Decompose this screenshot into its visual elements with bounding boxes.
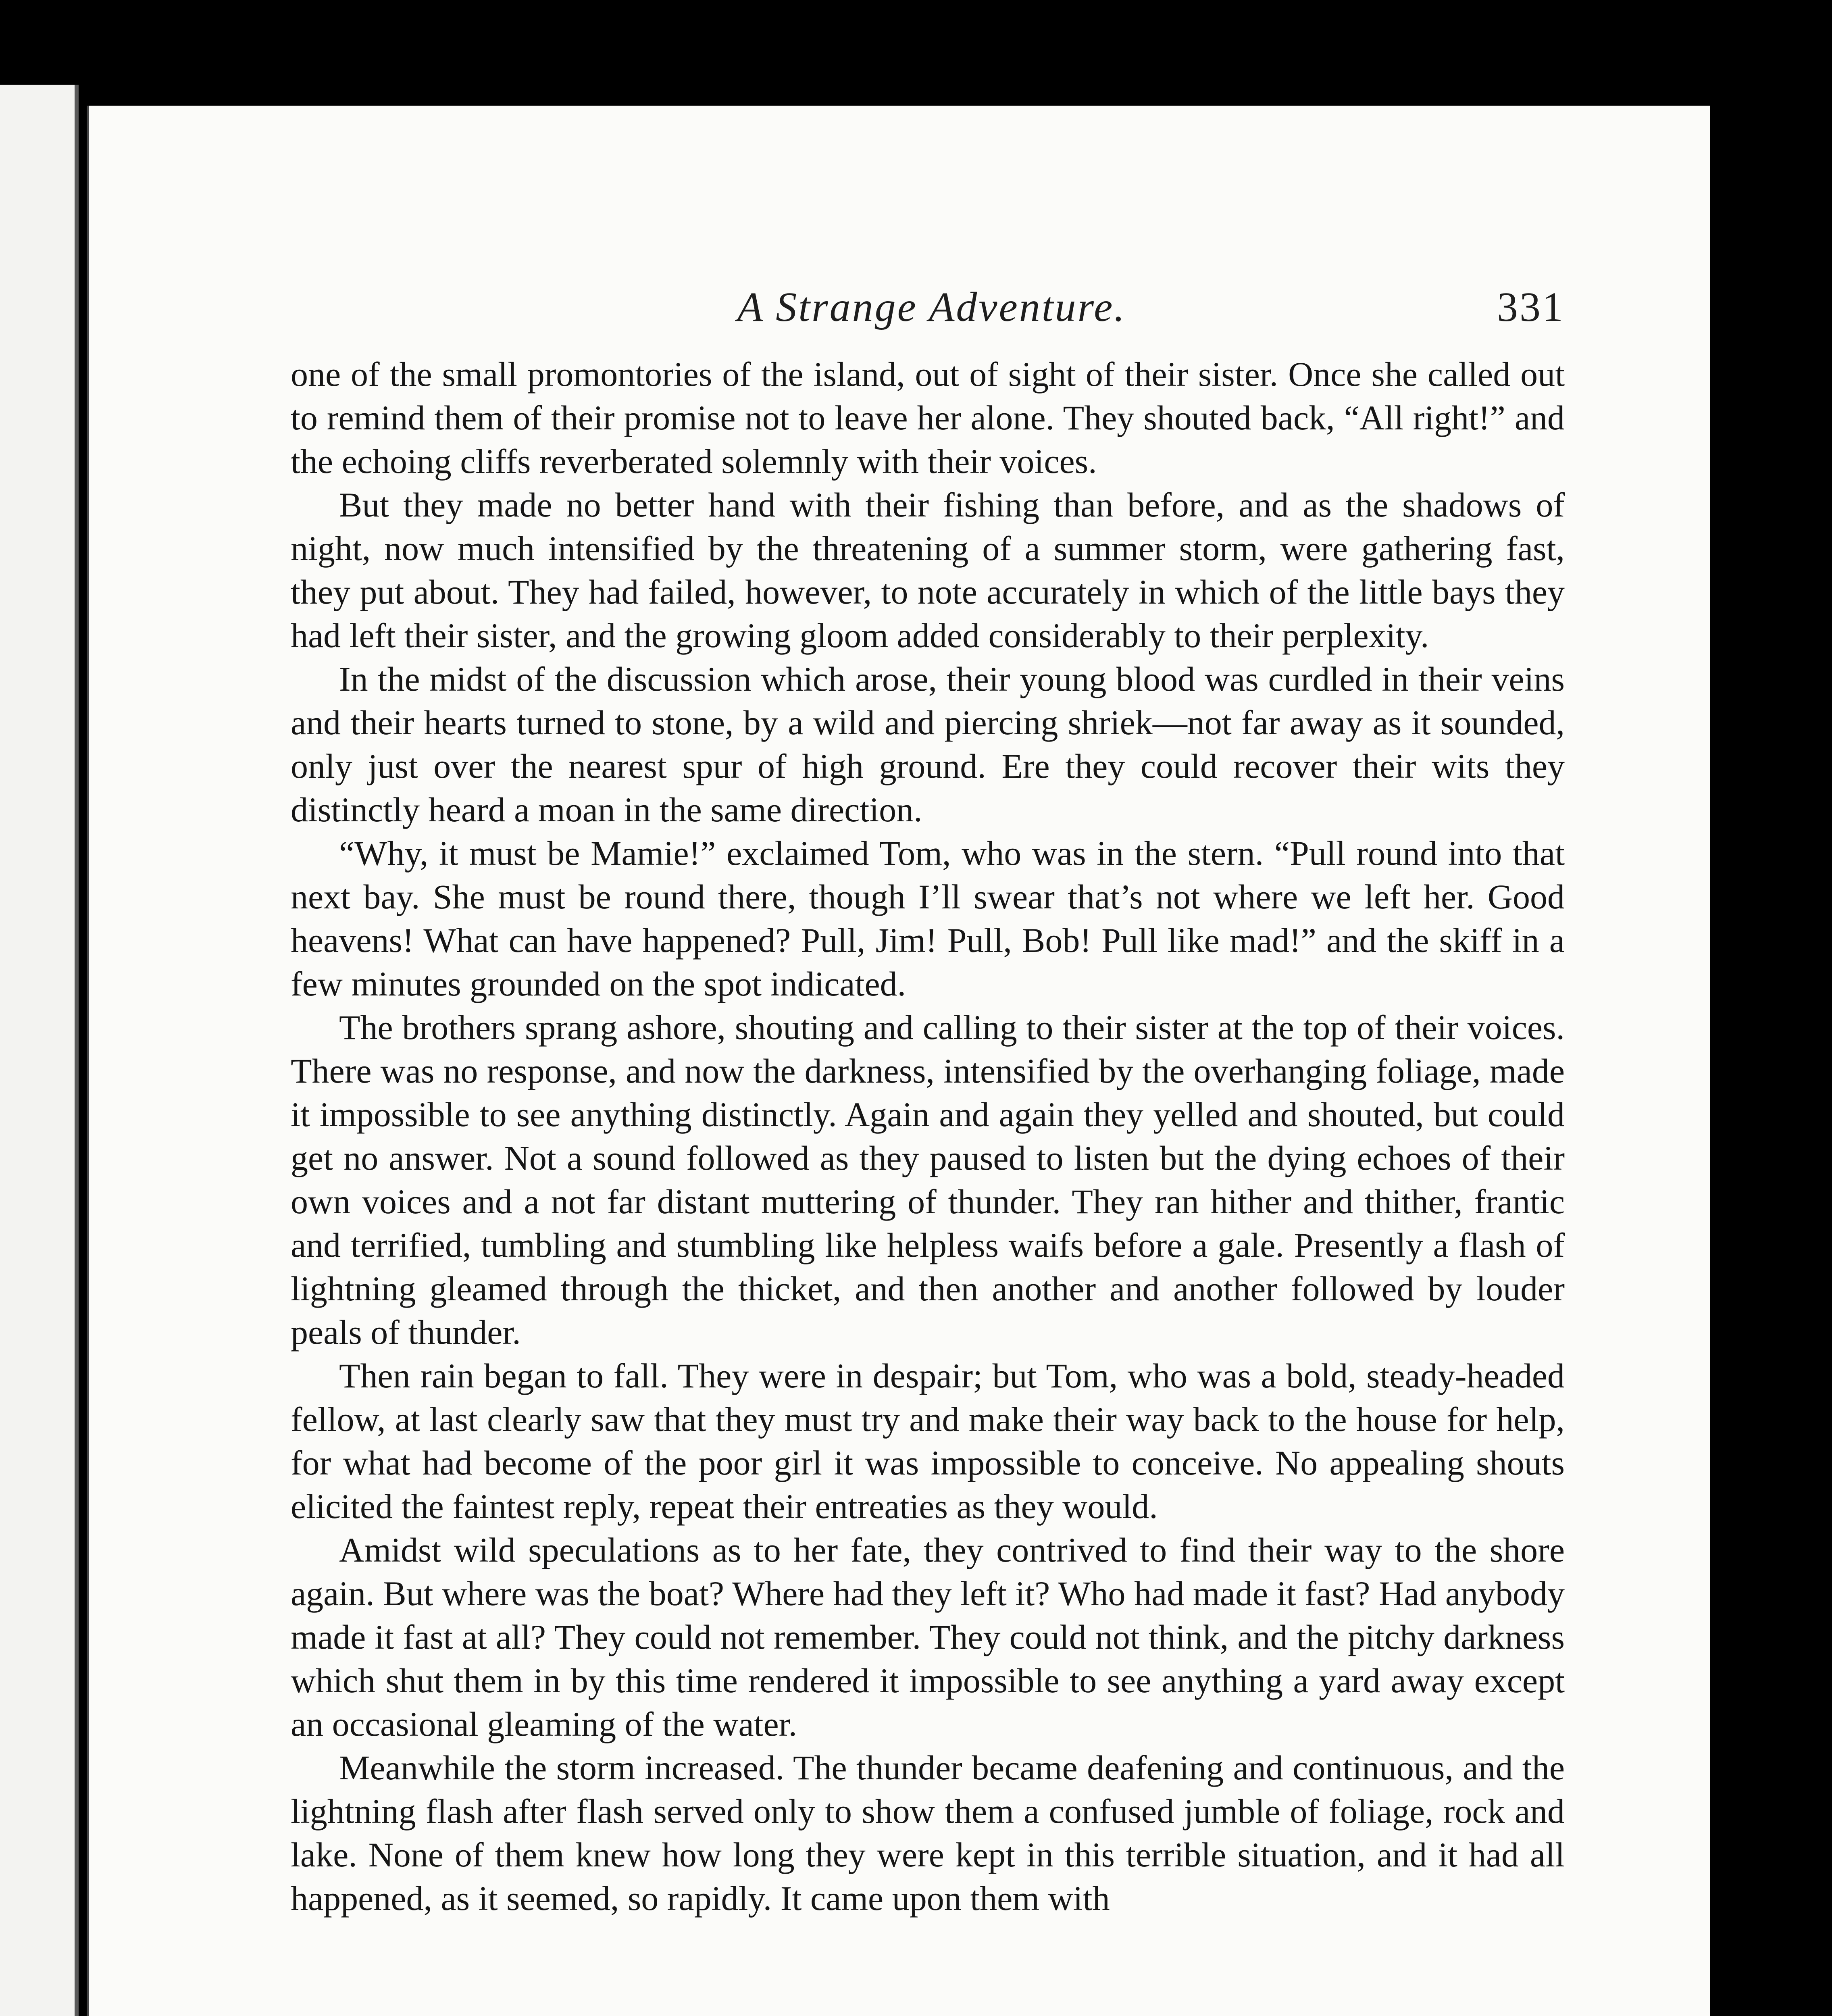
paragraph: Amidst wild speculations as to her fate, they contrived to find their way to the shore again. But where was the boat? Where had they left it? Who had made it fast? Had anybody made it fast at all? They could not remember. They could not think, and the pitchy darkness which shut them in by this time rendered it impossible to see anything a yard away except an occasional gleaming of the water.	[291, 1531, 1565, 1743]
paragraph: The brothers sprang ashore, shouting and calling to their sister at the top of their voices. There was no response, and now the darkness, intensified by the overhanging foliage, made it impossible to see anything distinctly. Again and again they yelled and shouted, but could get no answer. Not a sound followed as they paused to listen but the dying echoes of their own voices and a not far distant muttering of thunder. They ran hither and thither, frantic and terrified, tumbling and stumbling like helpless waifs before a gale. Presently a flash of lightning gleamed through the thicket, and then another and another followed by louder peals of thunder.	[291, 1008, 1565, 1352]
paragraph: In the midst of the discussion which arose, their young blood was curdled in their veins and their hearts turned to stone, by a wild and piercing shriek—not far away as it sounded, only just over the nearest spur of high ground. Ere they could recover their wits they distinctly heard a moan in the same direction.	[291, 660, 1565, 829]
paragraph: Meanwhile the storm increased. The thunder became deafening and continuous, and the lightning flash after flash served only to show them a confused jumble of foliage, rock and lake. None of them knew how long they were kept in this terrible situation, and it had all happened, as it seemed, so rapidly. It came upon them with	[291, 1748, 1565, 1918]
paragraph: one of the small promontories of the island, out of sight of their sister. Once she called out to remind them of their promise not to leave her alone. They shouted back, “All right!” and the echoing cliffs reverberated solemnly with their voices.	[291, 355, 1565, 481]
paragraph: “Why, it must be Mamie!” exclaimed Tom, who was in the stern. “Pull round into that next bay. She must be round there, though I’ll swear that’s not where we left her. Good heavens! What can have happened? Pull, Jim! Pull, Bob! Pull like mad!” and the skiff in a few minutes grounded on the spot indicated.	[291, 834, 1565, 1003]
running-title: A Strange Adventure.	[737, 284, 1126, 330]
page-number: 331	[1497, 284, 1565, 330]
paragraph: Then rain began to fall. They were in despair; but Tom, who was a bold, steady-headed fellow, at last clearly saw that they must try and make their way back to the house for help, for what had become of the poor girl it was impossible to conceive. No appealing shouts elicited the faintest reply, repeat their entreaties as they would.	[291, 1356, 1565, 1526]
facing-page-edge	[0, 85, 79, 2016]
body-text	[291, 352, 1565, 1920]
page-header	[299, 283, 1565, 331]
paragraph: But they made no better hand with their fishing than before, and as the shadows of night, now much intensified by the threatening of a summer storm, were gathering fast, they put about. They had failed, however, to note accurately in which of the little bays they had left their sister, and the growing gloom added considerably to their perplexity.	[291, 485, 1565, 655]
book-page	[87, 106, 1710, 2016]
